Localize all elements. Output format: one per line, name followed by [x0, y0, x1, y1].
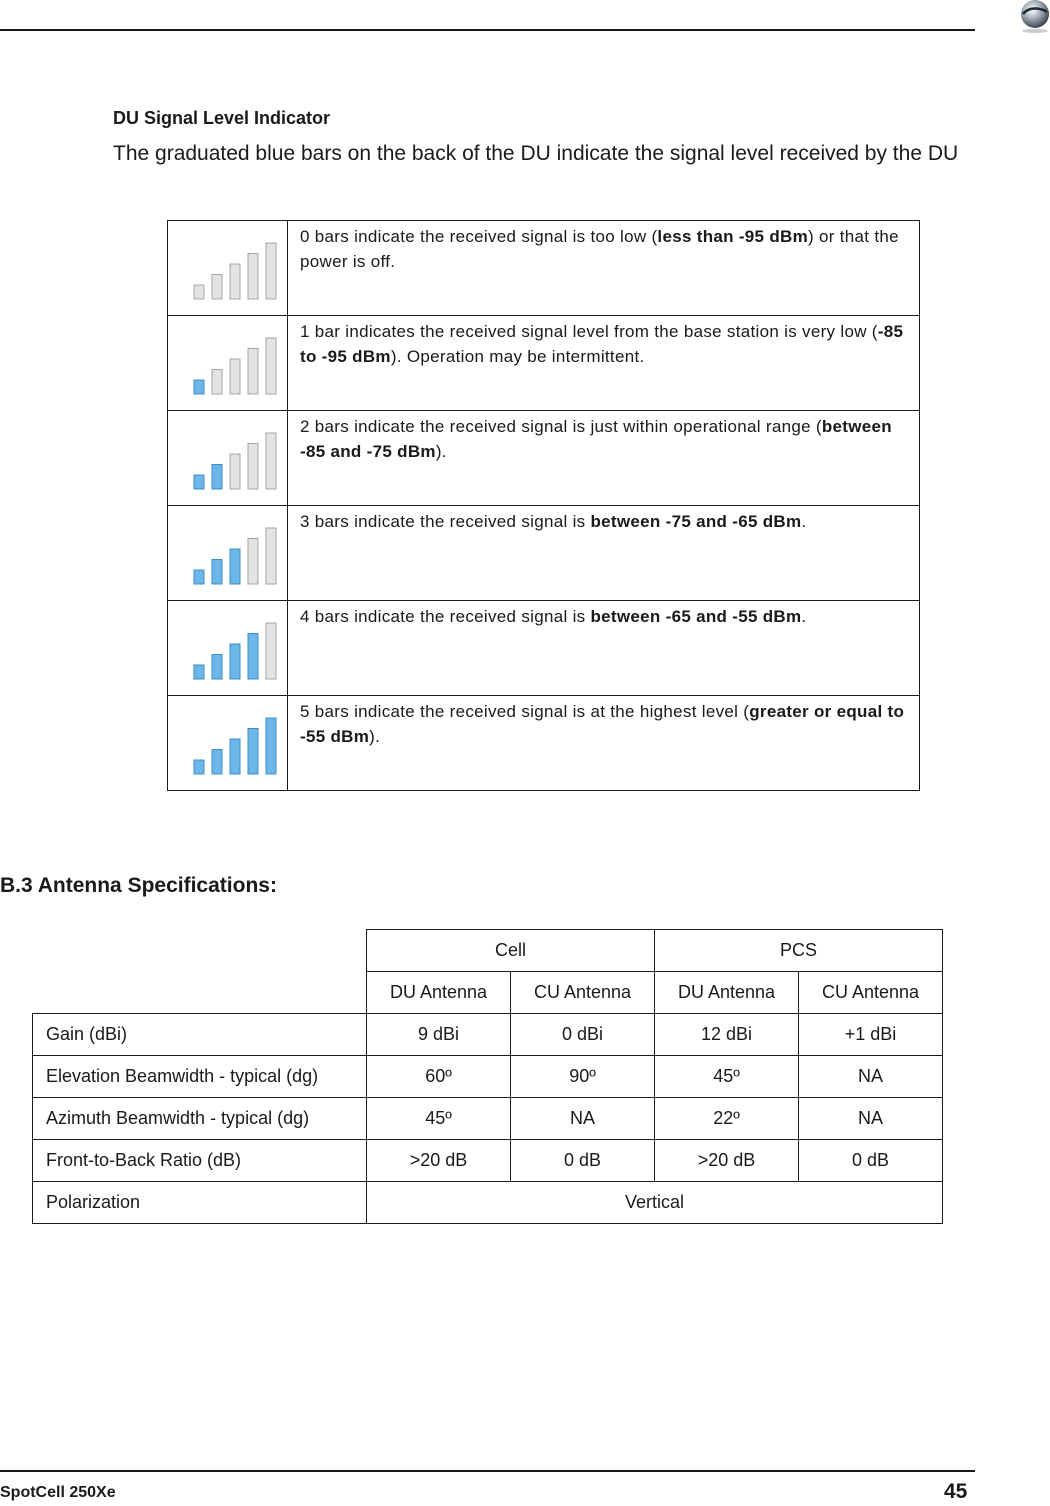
signal-level-table: [167, 220, 920, 791]
signal-bar-lit: [194, 570, 204, 584]
signal-bar-off: [230, 359, 240, 394]
signal-range: between -65 and -55 dBm: [590, 607, 802, 626]
signal-bar-off: [248, 254, 258, 300]
footer-product-name: SpotCell 250Xe: [0, 1484, 116, 1501]
signal-row: [168, 411, 920, 506]
signal-bar-lit: [212, 560, 222, 585]
signal-bar-lit: [230, 644, 240, 679]
column-header: CU Antenna: [799, 972, 943, 1014]
signal-description: 5 bars indicate the received signal is at the highest level (greater or equal to -55 dBm).: [288, 696, 920, 791]
table-row: [33, 1056, 943, 1098]
signal-bar-off: [230, 264, 240, 299]
table-cell: 0 dB: [511, 1140, 655, 1182]
signal-bar-lit: [212, 750, 222, 775]
signal-bar-off: [230, 454, 240, 489]
signal-bars-icon: [190, 332, 280, 396]
signal-row: [168, 696, 920, 791]
spec-group-header-row: [33, 930, 943, 972]
antenna-spec-heading: B.3 Antenna Specifications:: [0, 874, 277, 897]
column-header: CU Antenna: [511, 972, 655, 1014]
signal-bar-lit: [230, 549, 240, 584]
signal-bar-off: [266, 243, 276, 299]
footer-rule: [0, 1470, 975, 1472]
signal-range: between -75 and -65 dBm: [590, 512, 802, 531]
company-logo-icon: [1016, 0, 1050, 34]
signal-bars-icon: [190, 237, 280, 301]
signal-bars-icon: [190, 427, 280, 491]
table-cell: 60º: [367, 1056, 511, 1098]
signal-bar-lit: [194, 665, 204, 679]
signal-bar-lit: [194, 760, 204, 774]
signal-description: 0 bars indicate the received signal is too low (less than -95 dBm) or that the power is off.: [288, 221, 920, 316]
row-label: Front-to-Back Ratio (dB): [33, 1140, 367, 1182]
signal-row: [168, 506, 920, 601]
table-cell: NA: [799, 1098, 943, 1140]
signal-range: -85 to -95 dBm: [300, 322, 904, 366]
table-row: [33, 1140, 943, 1182]
table-cell: 12 dBi: [655, 1014, 799, 1056]
table-cell: 0 dB: [799, 1140, 943, 1182]
row-label: Gain (dBi): [33, 1014, 367, 1056]
signal-bar-off: [266, 433, 276, 489]
table-cell: 45º: [367, 1098, 511, 1140]
spec-subheader-row: [33, 972, 943, 1014]
table-cell: 22º: [655, 1098, 799, 1140]
signal-bar-off: [266, 623, 276, 679]
signal-description: 2 bars indicate the received signal is just within operational range (between -85 and -75 dBm).: [288, 411, 920, 506]
signal-description: 3 bars indicate the received signal is between -75 and -65 dBm.: [288, 506, 920, 601]
signal-bar-off: [248, 349, 258, 395]
signal-description: 4 bars indicate the received signal is between -65 and -55 dBm.: [288, 601, 920, 696]
signal-bars-icon: [190, 712, 280, 776]
antenna-spec-table: [32, 929, 943, 1224]
table-row: [33, 1098, 943, 1140]
column-header: DU Antenna: [367, 972, 511, 1014]
table-cell: >20 dB: [655, 1140, 799, 1182]
signal-bar-lit: [194, 380, 204, 394]
header-rule: [0, 29, 975, 31]
signal-row: [168, 601, 920, 696]
signal-bar-lit: [248, 729, 258, 775]
signal-bar-off: [212, 370, 222, 395]
signal-range: greater or equal to -55 dBm: [300, 702, 905, 746]
section-title: DU Signal Level Indicator: [113, 108, 331, 128]
signal-bar-lit: [212, 465, 222, 490]
signal-bar-off: [194, 285, 204, 299]
table-cell: +1 dBi: [799, 1014, 943, 1056]
intro-paragraph: The graduated blue bars on the back of the DU indicate the signal level received by the DU: [113, 142, 959, 165]
table-row: [33, 1014, 943, 1056]
table-row: [33, 1182, 943, 1224]
table-cell: Vertical: [367, 1182, 943, 1224]
signal-description: 1 bar indicates the received signal level from the base station is very low (-85 to -95 dBm). Operation may be intermittent.: [288, 316, 920, 411]
column-header: DU Antenna: [655, 972, 799, 1014]
signal-bar-off: [248, 444, 258, 490]
group-header-pcs: PCS: [655, 930, 943, 972]
signal-row: [168, 316, 920, 411]
group-header-cell: Cell: [367, 930, 655, 972]
signal-bar-off: [212, 275, 222, 300]
signal-range: between -85 and -75 dBm: [300, 417, 892, 461]
table-cell: 0 dBi: [511, 1014, 655, 1056]
table-cell: 9 dBi: [367, 1014, 511, 1056]
signal-bars-icon: [190, 522, 280, 586]
signal-bar-off: [266, 338, 276, 394]
table-cell: NA: [511, 1098, 655, 1140]
row-label: Polarization: [33, 1182, 367, 1224]
signal-bar-lit: [266, 718, 276, 774]
page-number: 45: [944, 1480, 968, 1503]
signal-bar-lit: [230, 739, 240, 774]
signal-bar-off: [248, 539, 258, 585]
signal-range: less than -95 dBm: [657, 227, 809, 246]
signal-bars-icon: [190, 617, 280, 681]
signal-bar-lit: [248, 634, 258, 680]
table-cell: 90º: [511, 1056, 655, 1098]
row-label: Elevation Beamwidth - typical (dg): [33, 1056, 367, 1098]
table-cell: NA: [799, 1056, 943, 1098]
table-cell: 45º: [655, 1056, 799, 1098]
signal-bar-lit: [194, 475, 204, 489]
signal-row: [168, 221, 920, 316]
table-cell: >20 dB: [367, 1140, 511, 1182]
signal-bar-off: [266, 528, 276, 584]
row-label: Azimuth Beamwidth - typical (dg): [33, 1098, 367, 1140]
signal-bar-lit: [212, 655, 222, 680]
